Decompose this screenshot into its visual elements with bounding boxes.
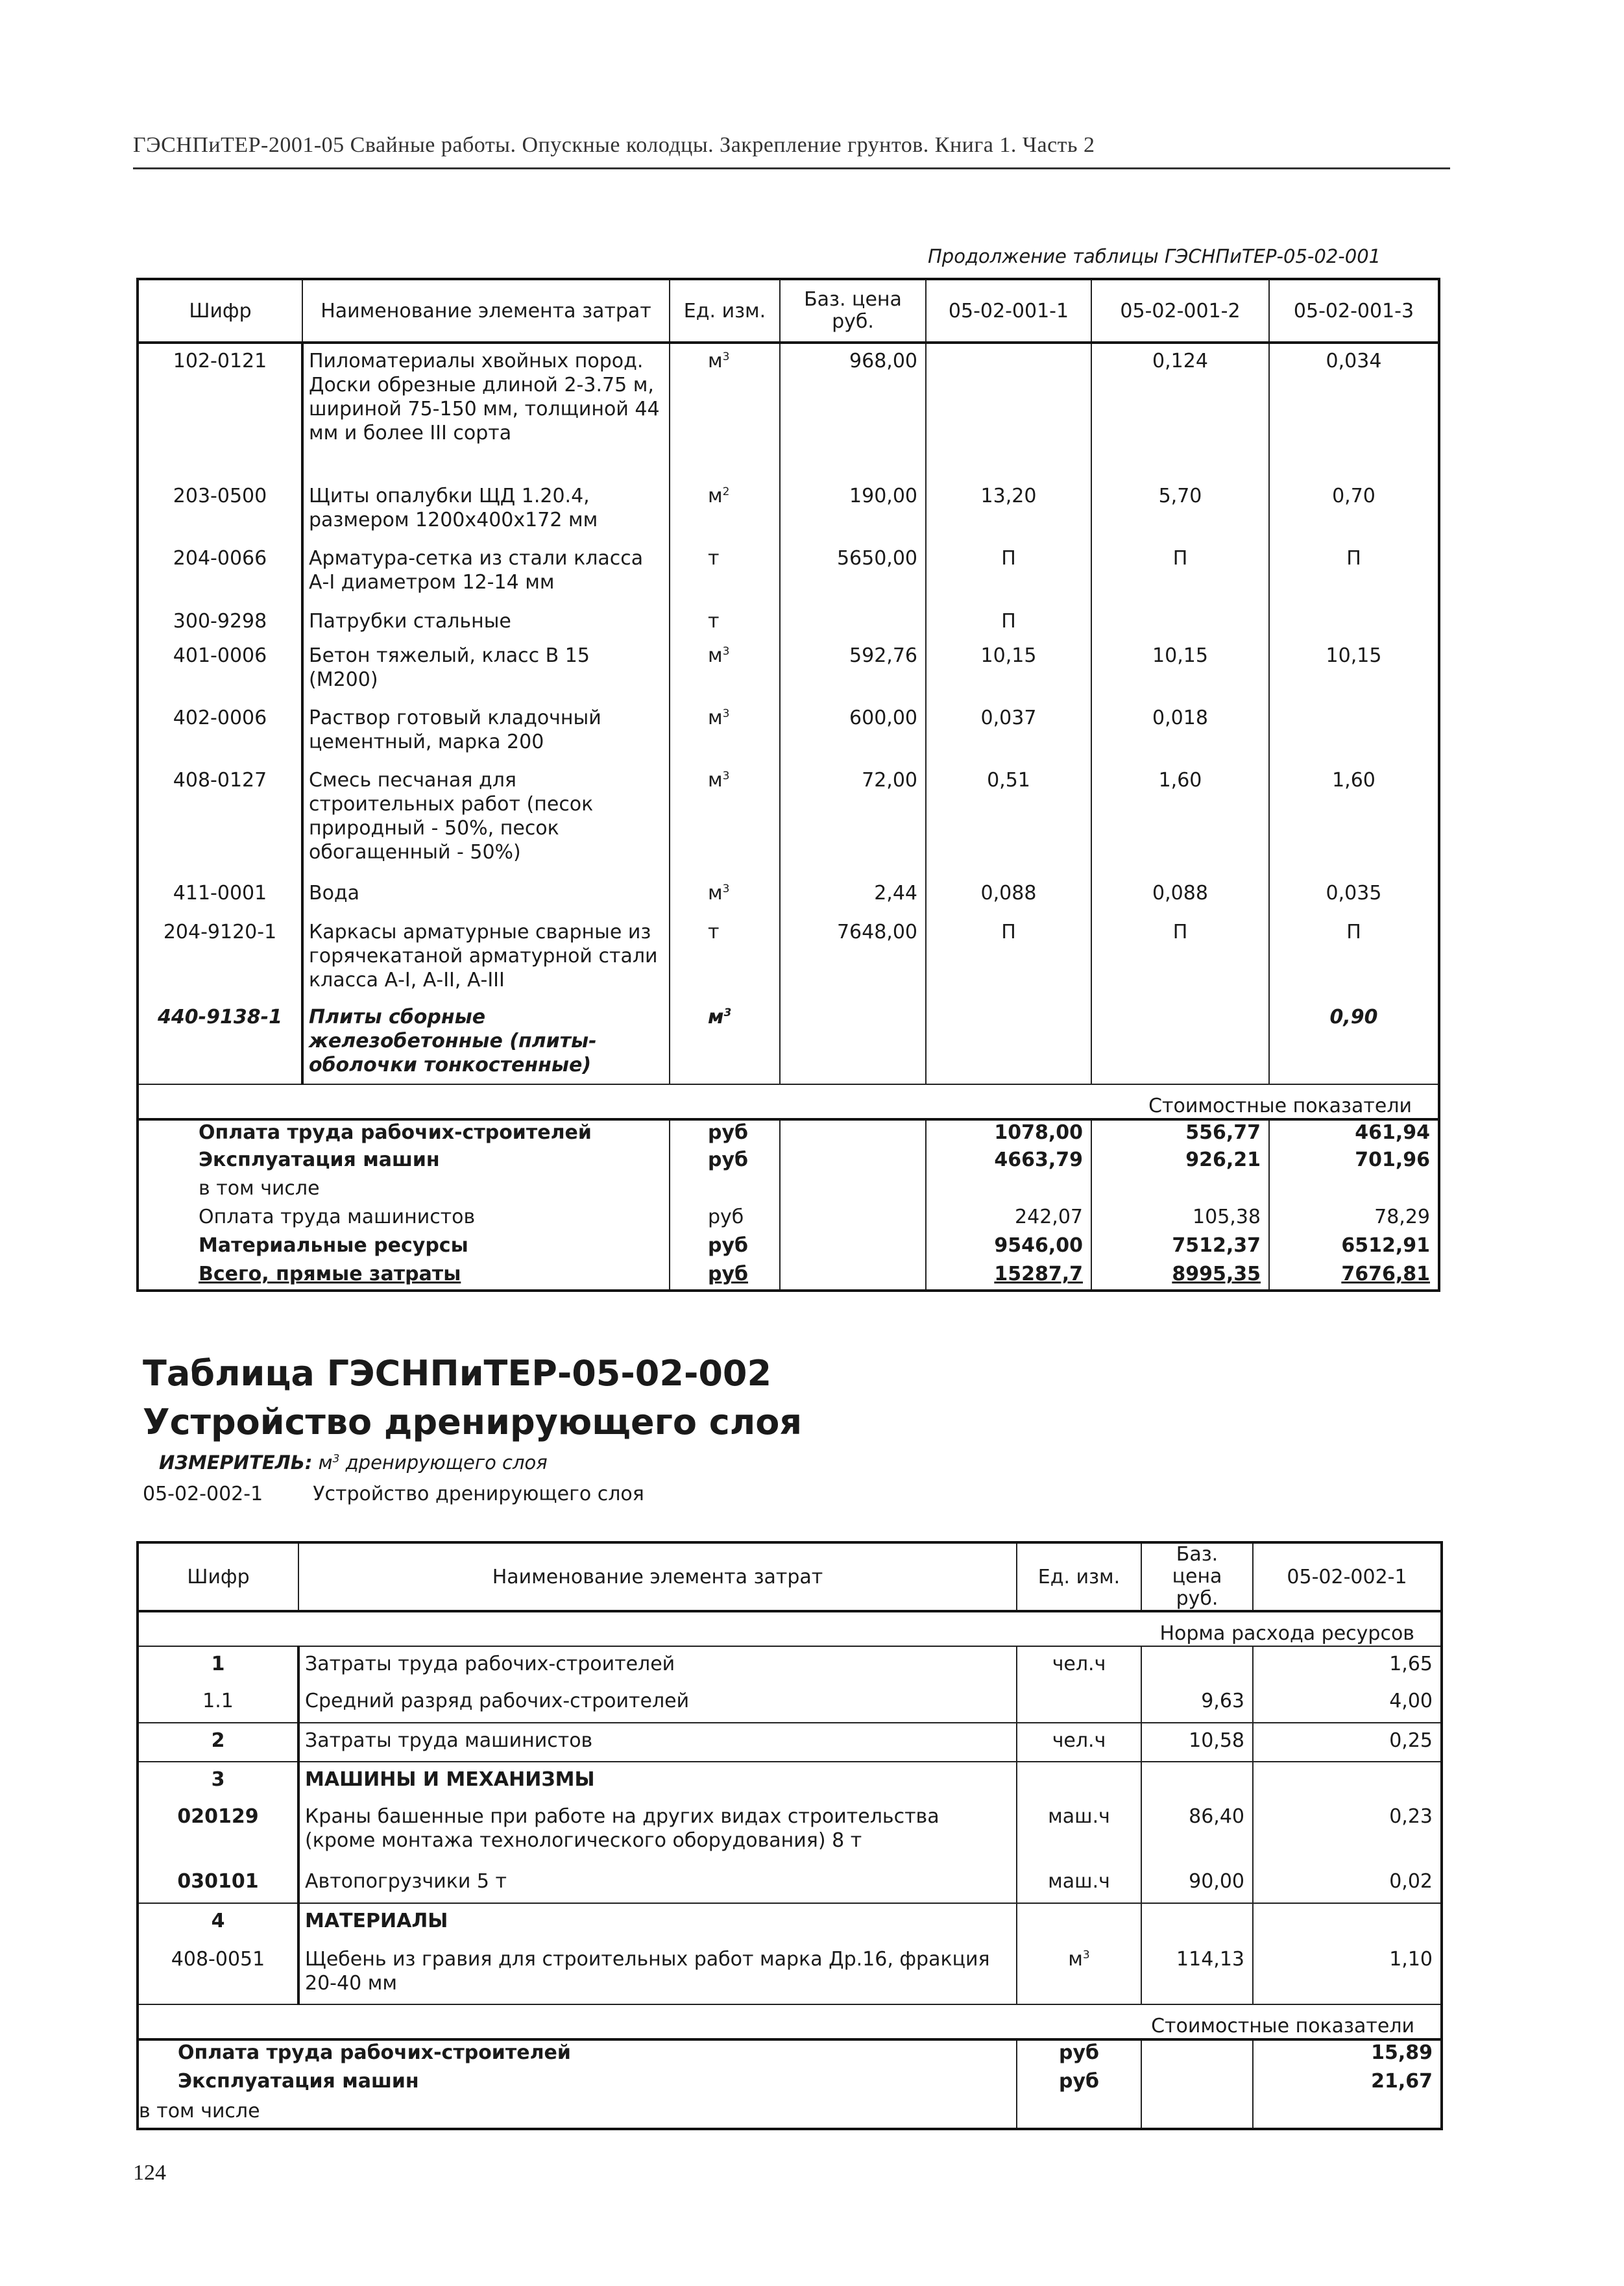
unit-text: м — [708, 1006, 724, 1028]
cost-value-2: 556,77 — [1091, 1119, 1269, 1148]
value-cell-3: 10,15 — [1269, 638, 1439, 701]
cost-row — [138, 1148, 1439, 1176]
unit-exponent: 3 — [722, 882, 730, 895]
cost-empty — [1141, 2099, 1253, 2129]
unit-cell — [1017, 1903, 1141, 1942]
value-cell: 1,65 — [1253, 1646, 1442, 1684]
table2-row — [138, 1942, 1442, 2004]
unit-text: т — [708, 547, 720, 570]
code-cell: 030101 — [177, 1870, 259, 1893]
unit-cell — [670, 541, 780, 604]
cost-empty — [1141, 2069, 1253, 2099]
resource-table-05-02-001 — [136, 278, 1440, 1292]
table-row — [138, 876, 1439, 915]
name-cell: Патрубки стальные — [302, 604, 670, 638]
table2-row — [138, 1903, 1442, 1942]
value-cell-2 — [1091, 1000, 1269, 1084]
unit-cell — [670, 763, 780, 876]
value-cell: 1,10 — [1253, 1942, 1442, 2004]
value-cell-1: 13,20 — [926, 479, 1091, 541]
cost-empty — [1141, 2039, 1253, 2069]
value-cell: 0,23 — [1253, 1799, 1442, 1864]
sub-item-line — [143, 1483, 644, 1505]
value-cell-2: 5,70 — [1091, 479, 1269, 541]
unit-text: м — [708, 882, 723, 905]
unit-text: м — [708, 707, 723, 729]
t2-col-header-05-02-002-1: 05-02-002-1 — [1253, 1542, 1442, 1611]
value-cell-2: П — [1091, 915, 1269, 1000]
code-cell: 402-0006 — [173, 707, 267, 729]
price-cell: 10,58 — [1141, 1723, 1253, 1762]
value-cell-2 — [1091, 604, 1269, 638]
name-cell: Раствор готовый кладочный цементный, марка 200 — [302, 701, 670, 763]
measure-text: дренирующего слоя — [345, 1452, 548, 1474]
cost-row — [138, 1176, 1439, 1205]
value-cell-1: П — [926, 541, 1091, 604]
table2-row — [138, 1799, 1442, 1864]
name-cell: Бетон тяжелый, класс В 15 (М200) — [302, 638, 670, 701]
cost-value-3: 6512,91 — [1269, 1234, 1439, 1262]
col-header-code: Шифр — [138, 279, 302, 343]
name-cell: Пиломатериалы хвойных пород. Доски обрезные длиной 2-3.75 м, шириной 75-150 мм, толщиной 44 мм и более III сорта — [302, 343, 670, 479]
unit-text: т — [708, 610, 720, 633]
cost-unit: руб — [670, 1234, 780, 1262]
cost-empty — [780, 1234, 926, 1262]
col-header-05-02-001-3: 05-02-001-3 — [1269, 279, 1439, 343]
cost-value-2: 105,38 — [1091, 1205, 1269, 1234]
price-cell: 968,00 — [780, 343, 926, 479]
cost-row — [138, 1119, 1439, 1148]
value-cell-3: 0,035 — [1269, 876, 1439, 915]
unit-exponent: 2 — [722, 485, 730, 498]
cost-value-1: 4663,79 — [926, 1148, 1091, 1176]
name-cell: Затраты труда машинистов — [298, 1723, 1017, 1762]
col-header-price: Баз. цена руб. — [780, 279, 926, 343]
value-cell-2: 1,60 — [1091, 763, 1269, 876]
price-cell: 86,40 — [1141, 1799, 1253, 1864]
value-cell-1: 0,51 — [926, 763, 1091, 876]
code-cell: 1.1 — [202, 1690, 234, 1712]
unit-cell — [1017, 1942, 1141, 2004]
table-row — [138, 701, 1439, 763]
value-cell-1: 0,088 — [926, 876, 1091, 915]
unit-exponent: 3 — [722, 707, 730, 720]
code-cell: 102-0121 — [173, 350, 267, 372]
code-cell: 204-0066 — [173, 547, 267, 570]
value-cell-3: 0,034 — [1269, 343, 1439, 479]
table2-row — [138, 1646, 1442, 1684]
cost-header: Стоимостные показатели — [138, 1084, 1439, 1119]
price-cell — [780, 604, 926, 638]
value-cell: 0,25 — [1253, 1723, 1442, 1762]
value-cell-3: П — [1269, 915, 1439, 1000]
norm-header: Норма расхода ресурсов — [138, 1611, 1442, 1646]
value-cell-1 — [926, 343, 1091, 479]
cost-value-1 — [926, 1176, 1091, 1205]
price-cell: 9,63 — [1141, 1684, 1253, 1723]
value-cell-2: 10,15 — [1091, 638, 1269, 701]
unit-cell — [1017, 1799, 1141, 1864]
cost-unit: руб — [1017, 2069, 1141, 2099]
value-cell-3: 0,90 — [1269, 1000, 1439, 1084]
table2-row — [138, 1762, 1442, 1799]
cost-label: Эксплуатация машин — [178, 2070, 419, 2093]
measure-line — [159, 1452, 548, 1474]
running-header: ГЭСНПиТЕР-2001-05 Свайные работы. Опускные колодцы. Закрепление грунтов. Книга 1. Часть 2 — [133, 133, 1095, 157]
price-cell — [1141, 1646, 1253, 1684]
table-title: Таблица ГЭСНПиТЕР-05-02-002 — [143, 1353, 772, 1394]
unit-text: м — [1068, 1948, 1083, 1971]
table-row — [138, 604, 1439, 638]
code-cell: 3 — [138, 1762, 298, 1799]
price-cell: 5650,00 — [780, 541, 926, 604]
price-cell: 90,00 — [1141, 1864, 1253, 1903]
name-cell: Каркасы арматурные сварные из горячекатаной арматурной стали класса А-I, А-II, А-III — [302, 915, 670, 1000]
code-cell: 204-9120-1 — [163, 921, 277, 943]
cost-label: Эксплуатация машин — [199, 1149, 440, 1171]
cost-value-1: 9546,00 — [926, 1234, 1091, 1262]
code-cell: 440-9138-1 — [158, 1006, 282, 1028]
value-cell-3: 1,60 — [1269, 763, 1439, 876]
name-cell: МАШИНЫ И МЕХАНИЗМЫ — [298, 1762, 1017, 1799]
cost-unit: руб — [670, 1148, 780, 1176]
value-cell: 0,02 — [1253, 1864, 1442, 1903]
col-header-name: Наименование элемента затрат — [302, 279, 670, 343]
table-continuation-caption: Продолжение таблицы ГЭСНПиТЕР-05-02-001 — [928, 245, 1381, 267]
code-cell: 203-0500 — [173, 485, 267, 507]
table2-row — [138, 1723, 1442, 1762]
table2-row — [138, 1864, 1442, 1903]
t2-col-header-unit: Ед. изм. — [1017, 1542, 1141, 1611]
cost-empty — [780, 1262, 926, 1291]
cost-empty — [780, 1119, 926, 1148]
name-cell: Вода — [302, 876, 670, 915]
value-cell-2: П — [1091, 541, 1269, 604]
value-cell-1: 10,15 — [926, 638, 1091, 701]
name-cell: Автопогрузчики 5 т — [298, 1864, 1017, 1903]
cost-unit — [1017, 2099, 1141, 2129]
cost-empty — [780, 1176, 926, 1205]
cost-row — [138, 1262, 1439, 1291]
cost-header: Стоимостные показатели — [138, 2004, 1442, 2039]
name-cell: Щебень из гравия для строительных работ марка Др.16, фракция 20-40 мм — [298, 1942, 1017, 2004]
unit-cell — [1017, 1646, 1141, 1684]
cost-value-2: 8995,35 — [1091, 1262, 1269, 1291]
unit-cell — [1017, 1864, 1141, 1903]
unit-text: м — [708, 485, 723, 507]
cost-value-3 — [1269, 1176, 1439, 1205]
table-subtitle: Устройство дренирующего слоя — [143, 1402, 803, 1442]
t2-col-header-price: Баз. цена руб. — [1141, 1542, 1253, 1611]
price-cell: 592,76 — [780, 638, 926, 701]
cost-header-row — [138, 2004, 1442, 2039]
cost-value-1: 1078,00 — [926, 1119, 1091, 1148]
code-cell: 2 — [138, 1723, 298, 1762]
unit-cell — [670, 701, 780, 763]
price-cell: 7648,00 — [780, 915, 926, 1000]
cost-unit: руб — [670, 1205, 780, 1234]
unit-cell — [670, 915, 780, 1000]
cost-label: Оплата труда рабочих-строителей — [199, 1121, 592, 1144]
cost-value-3: 7676,81 — [1269, 1262, 1439, 1291]
table-row — [138, 915, 1439, 1000]
name-cell: Смесь песчаная для строительных работ (песок природный - 50%, песок обогащенный - 50%) — [302, 763, 670, 876]
measure-label: ИЗМЕРИТЕЛЬ: — [159, 1452, 313, 1474]
code-cell: 300-9298 — [173, 610, 267, 633]
code-cell: 401-0006 — [173, 644, 267, 667]
cost-unit: руб — [670, 1119, 780, 1148]
unit-exponent: 3 — [722, 770, 730, 783]
value-cell-3 — [1269, 604, 1439, 638]
name-cell: Плиты сборные железобетонные (плиты-оболочки тонкостенные) — [302, 1000, 670, 1084]
unit-exponent: 3 — [1082, 1949, 1090, 1962]
name-cell: Краны башенные при работе на других видах строительства (кроме монтажа технологического оборудования) 8 т — [298, 1799, 1017, 1864]
col-header-unit: Ед. изм. — [670, 279, 780, 343]
table2-header-row — [138, 1542, 1442, 1611]
value-cell — [1253, 1762, 1442, 1799]
unit-cell — [670, 638, 780, 701]
unit-text: т — [708, 921, 720, 943]
col-header-05-02-001-1: 05-02-001-1 — [926, 279, 1091, 343]
name-cell: Средний разряд рабочих-строителей — [298, 1684, 1017, 1723]
value-cell-1: П — [926, 604, 1091, 638]
value-cell-3 — [1269, 701, 1439, 763]
cost-value-3: 78,29 — [1269, 1205, 1439, 1234]
cost-value: 21,67 — [1253, 2069, 1442, 2099]
cost-header-row — [138, 1084, 1439, 1119]
unit-text: чел.ч — [1052, 1653, 1106, 1675]
sub-item-name: Устройство дренирующего слоя — [313, 1483, 644, 1505]
table2-row — [138, 1684, 1442, 1723]
unit-cell — [1017, 1684, 1141, 1723]
cost-label: в том числе — [139, 2100, 260, 2122]
price-cell — [1141, 1903, 1253, 1942]
cost-value-2: 926,21 — [1091, 1148, 1269, 1176]
value-cell-1: П — [926, 915, 1091, 1000]
unit-cell — [670, 604, 780, 638]
unit-cell — [670, 876, 780, 915]
name-cell: Арматура-сетка из стали класса А-I диаметром 12-14 мм — [302, 541, 670, 604]
table-row — [138, 343, 1439, 479]
code-cell: 411-0001 — [173, 882, 267, 905]
cost-row — [138, 2099, 1442, 2129]
cost-value: 15,89 — [1253, 2039, 1442, 2069]
unit-text: м — [708, 644, 723, 667]
value-cell-1: 0,037 — [926, 701, 1091, 763]
table-row — [138, 479, 1439, 541]
page-number: 124 — [133, 2161, 166, 2185]
code-cell: 1 — [211, 1653, 225, 1675]
unit-exponent: 3 — [723, 1006, 732, 1019]
cost-unit: руб — [670, 1262, 780, 1291]
table-row — [138, 1000, 1439, 1084]
name-cell: Затраты труда рабочих-строителей — [298, 1646, 1017, 1684]
price-cell: 72,00 — [780, 763, 926, 876]
unit-exponent: 3 — [722, 350, 730, 363]
price-cell: 114,13 — [1141, 1942, 1253, 2004]
cost-unit — [670, 1176, 780, 1205]
table-header-row — [138, 279, 1439, 343]
code-cell: 020129 — [177, 1805, 259, 1828]
cost-label: Оплата труда машинистов — [199, 1206, 476, 1228]
price-cell: 600,00 — [780, 701, 926, 763]
value-cell: 4,00 — [1253, 1684, 1442, 1723]
cost-value-2 — [1091, 1176, 1269, 1205]
cost-value-2: 7512,37 — [1091, 1234, 1269, 1262]
name-cell: Щиты опалубки ЩД 1.20.4, размером 1200x400x172 мм — [302, 479, 670, 541]
unit-text: маш.ч — [1048, 1805, 1110, 1828]
cost-value-1: 242,07 — [926, 1205, 1091, 1234]
cost-row — [138, 1234, 1439, 1262]
value-cell-2: 0,124 — [1091, 343, 1269, 479]
cost-unit: руб — [1017, 2039, 1141, 2069]
unit-exponent: 3 — [722, 645, 730, 658]
code-cell: 408-0051 — [171, 1948, 265, 1971]
value-cell-2: 0,088 — [1091, 876, 1269, 915]
unit-cell — [1017, 1723, 1141, 1762]
col-header-05-02-001-2: 05-02-001-2 — [1091, 279, 1269, 343]
t2-col-header-code: Шифр — [138, 1542, 298, 1611]
price-cell: 190,00 — [780, 479, 926, 541]
unit-cell — [670, 1000, 780, 1084]
price-cell — [1141, 1762, 1253, 1799]
table-row — [138, 638, 1439, 701]
cost-value-3: 701,96 — [1269, 1148, 1439, 1176]
value-cell — [1253, 1903, 1442, 1942]
code-cell: 4 — [138, 1903, 298, 1942]
value-cell-2: 0,018 — [1091, 701, 1269, 763]
unit-text: маш.ч — [1048, 1870, 1110, 1893]
resource-table-05-02-002 — [136, 1541, 1443, 2130]
unit-cell — [670, 343, 780, 479]
price-cell: 2,44 — [780, 876, 926, 915]
cost-row — [138, 2039, 1442, 2069]
value-cell-3: П — [1269, 541, 1439, 604]
table-row — [138, 541, 1439, 604]
measure-unit-exponent: 3 — [332, 1452, 340, 1466]
sub-item-code: 05-02-002-1 — [143, 1483, 263, 1505]
cost-value-3: 461,94 — [1269, 1119, 1439, 1148]
cost-empty — [780, 1205, 926, 1234]
t2-col-header-name: Наименование элемента затрат — [298, 1542, 1017, 1611]
measure-unit: м — [318, 1452, 333, 1474]
cost-row — [138, 1205, 1439, 1234]
unit-cell — [1017, 1762, 1141, 1799]
cost-label: Всего, прямые затраты — [199, 1263, 461, 1285]
value-cell-1 — [926, 1000, 1091, 1084]
cost-label: Материальные ресурсы — [199, 1234, 468, 1257]
value-cell-3: 0,70 — [1269, 479, 1439, 541]
header-divider — [133, 167, 1450, 169]
code-cell: 408-0127 — [173, 769, 267, 792]
name-cell: МАТЕРИАЛЫ — [298, 1903, 1017, 1942]
unit-text: м — [708, 350, 723, 372]
cost-label: Оплата труда рабочих-строителей — [178, 2041, 571, 2064]
cost-value-1: 15287,7 — [926, 1262, 1091, 1291]
cost-label: в том числе — [199, 1177, 320, 1200]
unit-text: м — [708, 769, 723, 792]
price-cell — [780, 1000, 926, 1084]
unit-cell — [670, 479, 780, 541]
cost-value — [1253, 2099, 1442, 2129]
cost-row — [138, 2069, 1442, 2099]
table-row — [138, 763, 1439, 876]
unit-text: чел.ч — [1052, 1729, 1106, 1752]
cost-empty — [780, 1148, 926, 1176]
norm-header-row — [138, 1611, 1442, 1646]
